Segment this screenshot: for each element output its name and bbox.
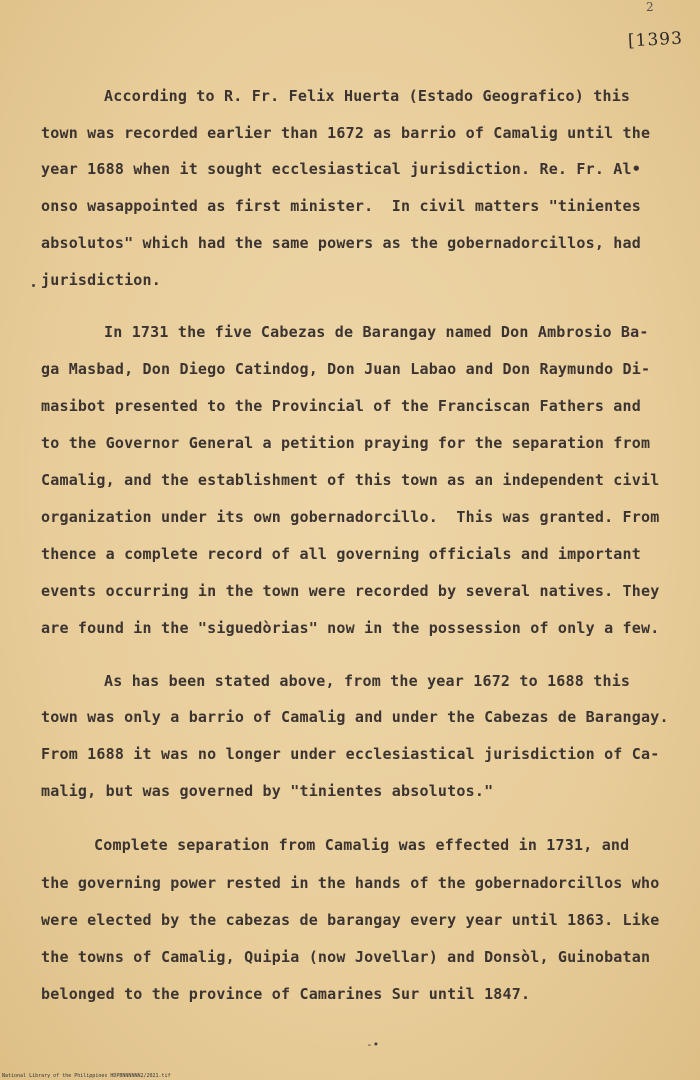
accession-mark: [1393 — [627, 28, 684, 52]
text-line: As has been stated above, from the year 1672 to 1688 this — [104, 672, 631, 690]
text-line: belonged to the province of Camarines Sur until 1847. — [41, 985, 531, 1003]
page-number: 2 — [646, 0, 654, 14]
text-line: absolutos" which had the same powers as the gobernadorcillos, had — [41, 234, 641, 252]
text-line: to the Governor General a petition praying for the separation from — [41, 434, 651, 452]
text-line: Camalig, and the establishment of this town as an independent civil — [41, 471, 660, 489]
text-line: ga Masbad, Don Diego Catindog, Don Juan Labao and Don Raymundo Di- — [41, 360, 651, 378]
text-line: According to R. Fr. Felix Huerta (Estado Geografico) this — [104, 87, 631, 105]
stray-mark — [32, 284, 35, 287]
text-line: events occurring in the town were recorded by several natives. They — [41, 582, 660, 600]
text-line: were elected by the cabezas de barangay every year until 1863. Like — [41, 911, 660, 929]
text-line: town was only a barrio of Camalig and under the Cabezas de Barangay. — [41, 708, 669, 726]
bottom-mark: -• — [366, 1038, 380, 1051]
text-line: masibot presented to the Provincial of the Franciscan Fathers and — [41, 397, 641, 415]
text-line: town was recorded earlier than 1672 as barrio of Camalig until the — [41, 124, 651, 142]
text-line: the towns of Camalig, Quipia (now Jovellar) and Donsòl, Guinobatan — [41, 948, 651, 966]
text-line: From 1688 it was no longer under ecclesiastical jurisdiction of Ca- — [41, 745, 660, 763]
text-line: onso wasappointed as first minister. In civil matters "tinientes — [41, 197, 641, 215]
scan-footer: National Library of the Philippines HDPBNNNNNN2/2021.tif — [2, 1073, 171, 1079]
text-line: year 1688 when it sought ecclesiastical jurisdiction. Re. Fr. Al• — [41, 160, 641, 178]
text-line: In 1731 the five Cabezas de Barangay named Don Ambrosio Ba- — [104, 323, 649, 341]
text-line: thence a complete record of all governing officials and important — [41, 545, 641, 563]
text-line: organization under its own gobernadorcillo. This was granted. From — [41, 508, 660, 526]
text-line: jurisdiction. — [41, 271, 161, 289]
text-line: Complete separation from Camalig was effected in 1731, and — [94, 836, 630, 854]
text-line: the governing power rested in the hands of the gobernadorcillos who — [41, 874, 660, 892]
text-line: malig, but was governed by "tinientes absolutos." — [41, 782, 494, 800]
text-line: are found in the "siguedòrias" now in the possession of only a few. — [41, 619, 660, 637]
